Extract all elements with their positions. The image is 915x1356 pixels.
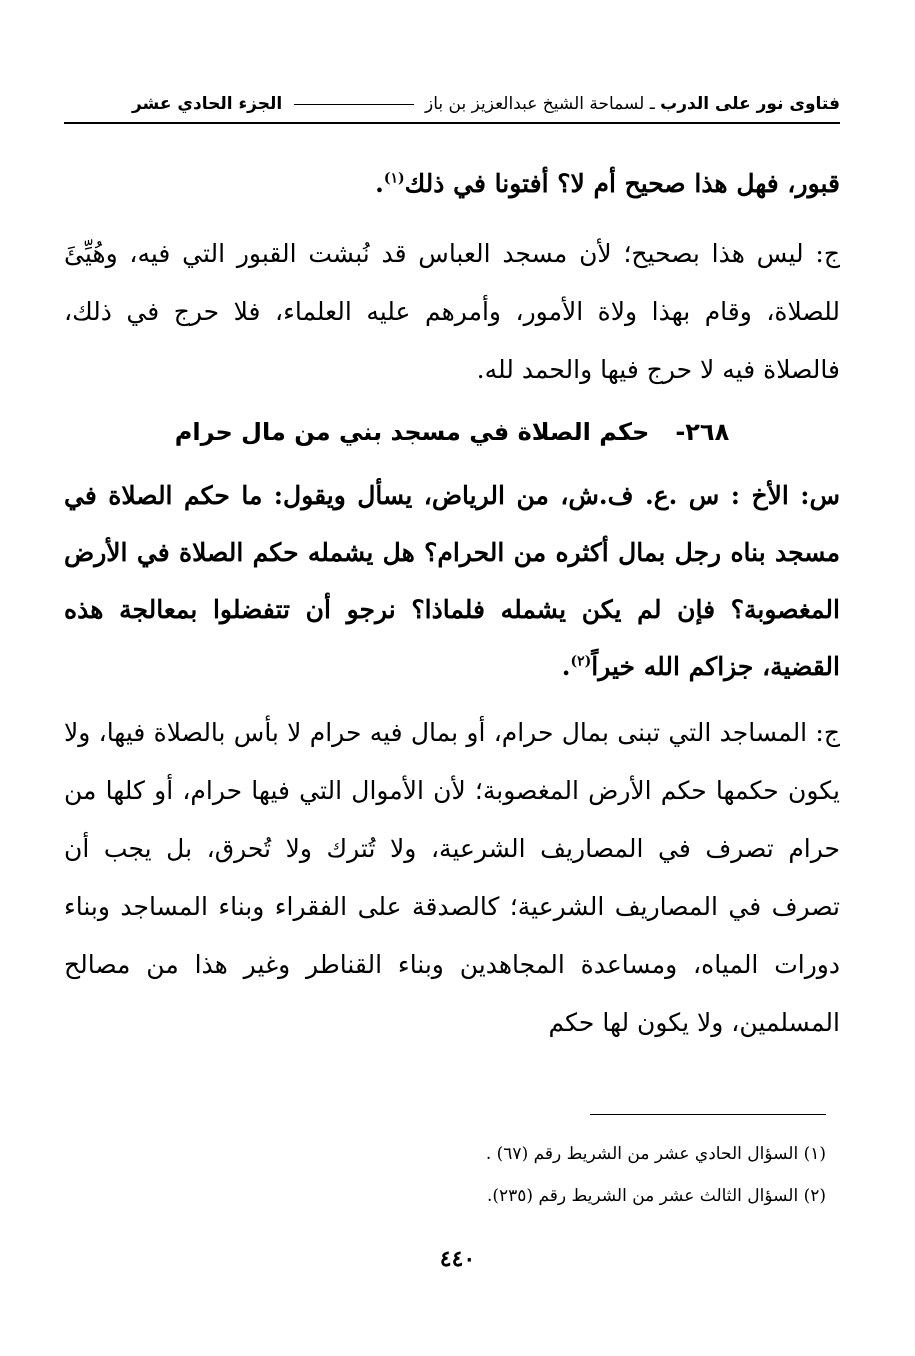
footnote-ref-1: (١) [383, 170, 405, 187]
footnote-rule [590, 1114, 826, 1115]
section-heading [64, 410, 840, 454]
header-dash [294, 104, 414, 105]
continued-question-end: . [375, 169, 384, 198]
volume-label: الجزء الحادي عشر [131, 94, 283, 114]
header-separator: ـ [649, 94, 655, 114]
continued-question [64, 155, 840, 213]
question-end: . [561, 652, 571, 681]
page-number: ٤٤٠ [439, 1246, 476, 1272]
continued-question-text: قبور، فهل هذا صحيح أم لا؟ أفتونا في ذلك [404, 169, 840, 198]
footnote-1: (١) السؤال الحادي عشر من الشريط رقم (٦٧) . [485, 1144, 826, 1164]
answer-paragraph-1: ج: ليس هذا بصحيح؛ لأن مسجد العباس قد نُبشت القبور التي فيه، وهُيِّئَ للصلاة، وقام بهذا ولاة الأمور، وأمرهم عليه العلماء، فلا حرج في ذلك، فالصلاة فيه لا حرج فيها والحمد لله. [64, 239, 840, 384]
footnote-2: (٢) السؤال الثالث عشر من الشريط رقم (٢٣٥). [486, 1186, 826, 1206]
section-title: حكم الصلاة في مسجد بني من مال حرام [174, 418, 650, 446]
question-paragraph [64, 467, 840, 695]
header-rule [64, 122, 840, 124]
question-text: س: الأخ : س .ع. ف.ش، من الرياض، يسأل ويقول: ما حكم الصلاة في مسجد بناه رجل بمال أكثره من الحرام؟ هل يشمله حكم الصلاة في الأرض المغصوبة؟ فإن لم يكن يشمله فلماذا؟ نرجو أن تتفضلوا بمعالجة هذه القضية، جزاكم الله خيراً [64, 481, 840, 681]
running-header [64, 92, 840, 116]
answer-paragraph-2: ج: المساجد التي تبنى بمال حرام، أو بمال فيه حرام لا بأس بالصلاة فيها، ولا يكون حكمها حكم الأرض المغصوبة؛ لأن الأموال التي فيها حرام، أو كلها من حرام تصرف في المصاريف الشرعية، ولا تُترك ولا تُحرق، بل يجب أن تصرف في المصاريف الشرعية؛ كالصدقة على الفقراء وبناء المساجد وبناء دورات المياه، ومساعدة المجاهدين وبناء القناطر وغير هذا من مصالح المسلمين، ولا يكون لها حكم [64, 718, 840, 1037]
book-title: فتاوى نور على الدرب [660, 94, 840, 114]
section-number: ٢٦٨- [675, 418, 730, 446]
footnote-ref-2: (٢) [570, 653, 592, 670]
author-name: لسماحة الشيخ عبدالعزيز بن باز [425, 94, 645, 114]
